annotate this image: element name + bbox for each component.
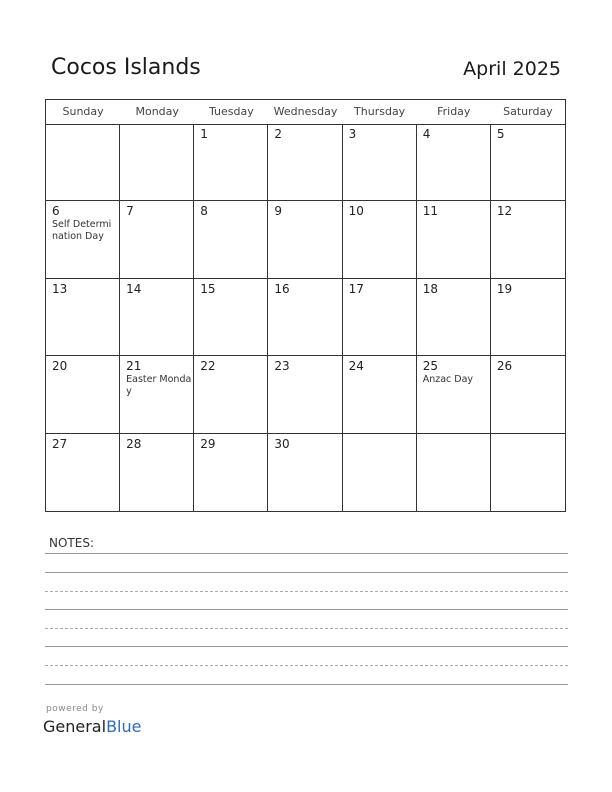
day-cell <box>46 279 120 356</box>
day-cell <box>194 434 268 511</box>
day-number: 13 <box>52 281 68 296</box>
weekday-sunday: Sunday <box>62 105 104 118</box>
day-number: 21 <box>126 359 142 374</box>
day-number: 10 <box>348 204 364 219</box>
day-cell <box>491 124 565 201</box>
brand-blue: Blue <box>106 717 142 736</box>
day-cell <box>343 356 417 433</box>
day-cell <box>417 434 491 511</box>
holiday-label: Self Determination Day <box>52 219 112 243</box>
day-cell <box>194 124 268 201</box>
day-cell <box>46 356 120 433</box>
day-number: 25 <box>422 359 438 374</box>
day-cell <box>194 201 268 278</box>
day-number: 24 <box>348 359 364 374</box>
day-number: 22 <box>200 359 216 374</box>
day-cell <box>268 124 342 201</box>
notes-line <box>45 553 568 554</box>
day-cell <box>120 434 194 511</box>
day-number: 7 <box>126 204 134 219</box>
notes-label: NOTES: <box>49 536 94 550</box>
weekday-tuesday: Tuesday <box>208 105 254 118</box>
day-cell <box>120 279 194 356</box>
day-number: 1 <box>200 127 208 141</box>
calendar <box>45 99 566 512</box>
weekday-wednesday: Wednesday <box>273 105 338 118</box>
day-cell <box>268 201 342 278</box>
day-cell <box>491 279 565 356</box>
weekday-saturday: Saturday <box>503 105 553 118</box>
day-cell <box>120 201 194 278</box>
notes-line <box>45 591 568 592</box>
calendar-grid <box>46 124 565 511</box>
notes-line <box>45 609 568 610</box>
powered-by-text: powered by <box>46 704 104 714</box>
day-number: 26 <box>496 359 513 374</box>
day-cell <box>120 356 194 433</box>
notes-line <box>45 572 568 573</box>
day-cell <box>343 124 417 201</box>
day-cell <box>417 124 491 201</box>
day-cell <box>491 434 565 511</box>
day-cell <box>268 279 342 356</box>
day-number: 8 <box>200 204 208 219</box>
day-number: 28 <box>126 436 142 451</box>
month-title: April 2025 <box>463 58 561 80</box>
day-number: 20 <box>52 359 68 374</box>
generalblue-logo[interactable] <box>43 717 141 736</box>
day-cell <box>491 356 565 433</box>
country-title: Cocos Islands <box>51 55 201 80</box>
day-number: 6 <box>52 204 60 219</box>
day-cell <box>194 356 268 433</box>
day-cell <box>268 356 342 433</box>
weekday-friday: Friday <box>437 105 471 118</box>
day-number: 29 <box>200 436 216 451</box>
day-number: 19 <box>496 281 513 296</box>
day-cell <box>194 279 268 356</box>
notes-line <box>45 628 568 629</box>
day-cell <box>491 201 565 278</box>
holiday-label: Easter Monday <box>126 374 192 398</box>
day-cell <box>417 279 491 356</box>
day-cell <box>120 124 194 201</box>
weekday-thursday: Thursday <box>354 105 406 118</box>
day-number: 16 <box>274 281 290 296</box>
notes-line <box>45 665 568 666</box>
notes-line <box>45 684 568 685</box>
day-cell <box>343 434 417 511</box>
notes-line <box>45 646 568 647</box>
day-number: 5 <box>496 127 505 141</box>
day-number: 17 <box>348 281 364 296</box>
day-cell <box>268 434 342 511</box>
day-cell <box>417 356 491 433</box>
day-cell <box>46 434 120 511</box>
day-number: 18 <box>422 281 438 296</box>
day-number: 14 <box>126 281 142 296</box>
day-cell <box>46 201 120 278</box>
day-number: 11 <box>422 204 438 219</box>
day-cell <box>343 201 417 278</box>
day-number: 4 <box>422 127 431 141</box>
day-number: 23 <box>274 359 290 374</box>
brand-general: General <box>43 717 107 736</box>
day-number: 3 <box>348 127 357 141</box>
day-number: 2 <box>274 127 283 141</box>
day-number: 27 <box>52 436 68 451</box>
day-cell <box>46 124 120 201</box>
day-number: 9 <box>274 204 283 219</box>
day-number: 12 <box>496 204 513 219</box>
day-cell <box>417 201 491 278</box>
holiday-label: Anzac Day <box>422 374 474 386</box>
weekday-monday: Monday <box>135 105 179 118</box>
day-number: 30 <box>274 436 290 451</box>
weekday-header <box>46 100 565 125</box>
day-cell <box>343 279 417 356</box>
day-number: 15 <box>200 281 216 296</box>
